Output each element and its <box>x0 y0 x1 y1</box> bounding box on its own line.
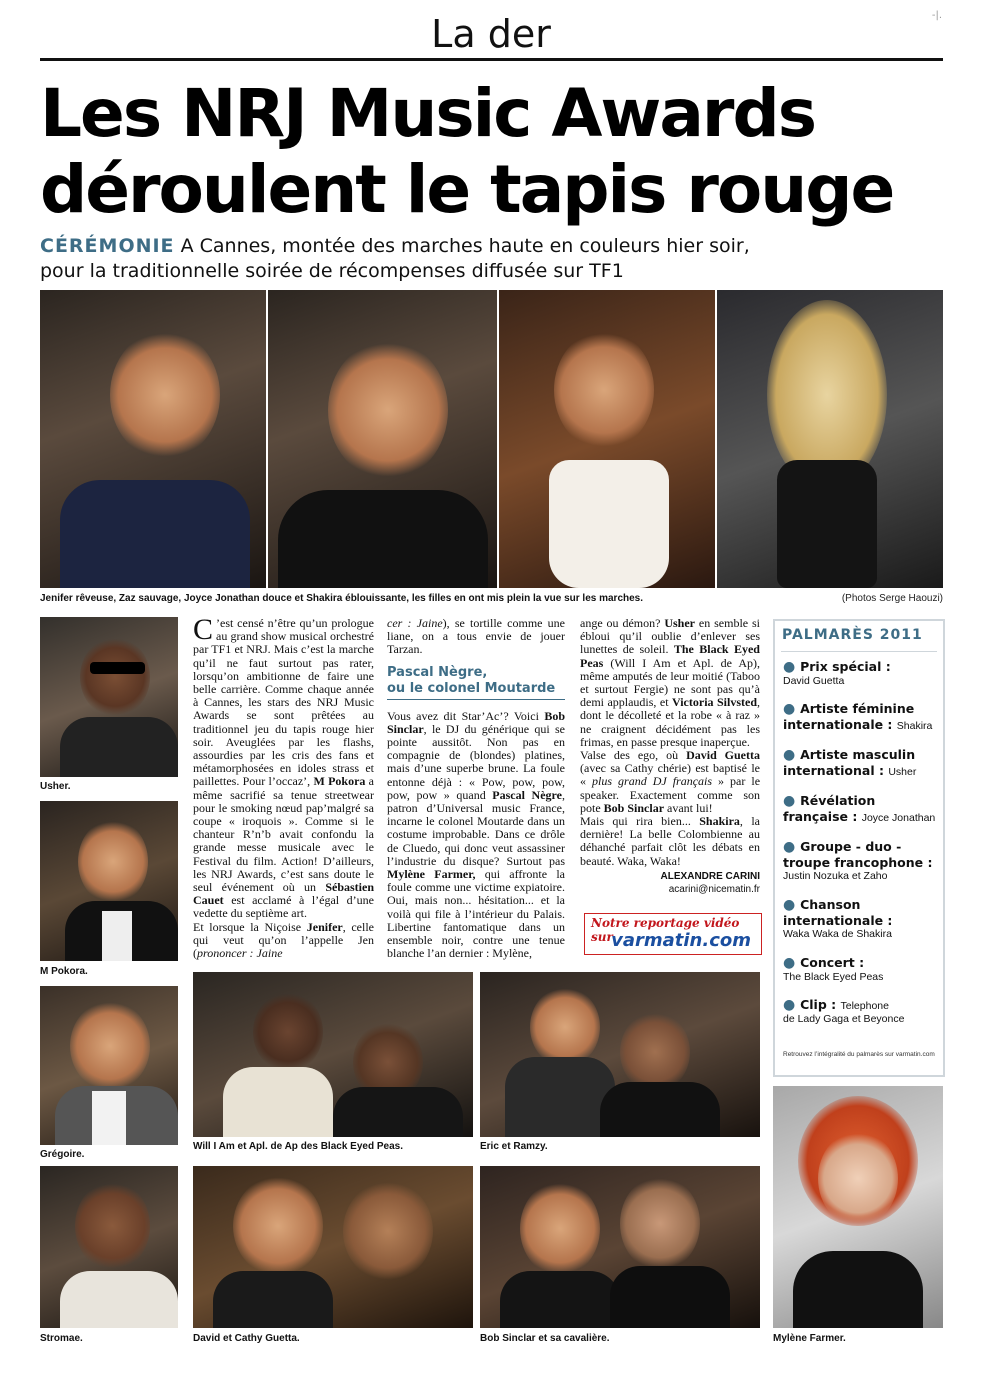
subhead-line-1: Pascal Nègre, <box>387 664 488 680</box>
award-winner: Telephone <box>840 1000 889 1012</box>
deck-line-2: pour la traditionnelle soirée de récompenses diffusée sur TF1 <box>40 260 624 282</box>
award-item: ● Concert : The Black Eyed Peas <box>783 955 939 984</box>
caption-mylene-farmer: Mylène Farmer. <box>773 1333 846 1344</box>
col2-text-3: , le DJ du générique qui se pointe aussitôt. Non pas en compagnie de (blondes) platines, mais d’une superbe brune. La foule entonne déjà : « Pow, pow, pow, pow, pow » quand <box>387 721 565 802</box>
col3-text-10: , la dernière! La belle Colombienne au déhanché parfait clôt les débats en beauté. Waka, Waka! <box>580 814 760 868</box>
col2-bold-sinclar: Bob Sinclar <box>387 708 565 736</box>
caption-eric-et-ramzy: Eric et Ramzy. <box>480 1141 548 1152</box>
palmares-footer: Retrouvez l’intégralité du palmarès sur varmatin.com <box>783 1051 935 1058</box>
palmares-title: PALMARÈS 2011 <box>782 627 923 643</box>
col3-bold-sinclar: Bob Sinclar <box>603 800 665 815</box>
col1-bold-cauet: Sébastien Cauet <box>193 880 374 908</box>
award-category-2: française : <box>783 809 858 824</box>
caption-stromae: Stromae. <box>40 1333 83 1344</box>
award-winner: Justin Nozuka et Zaho <box>783 870 888 882</box>
col3-text-4: , dont le décolleté et la robe « à raz » ne craignent décidément pas les frimas, en passe presque inaperçue. <box>580 695 760 749</box>
photo-gregoire <box>40 986 178 1145</box>
caption-gregoire: Grégoire. <box>40 1149 85 1160</box>
col1-italic-1: prononcer : Jaine <box>197 946 283 961</box>
col3-bold-bep: The Black Eyed Peas <box>580 642 760 670</box>
award-category: Groupe - duo - <box>800 839 902 854</box>
subhead-line-2: ou le colonel Moutarde <box>387 680 556 696</box>
col3-text-9: Mais qui rira bien... <box>580 814 700 829</box>
deck-kicker: CÉRÉMONIE <box>40 235 175 257</box>
award-category: Révélation <box>800 793 876 808</box>
col2-bold-negre: Pascal Nègre <box>492 787 562 802</box>
lead-photo-caption: Jenifer rêveuse, Zaz sauvage, Joyce Jonathan douce et Shakira éblouissante, les filles en ont mis plein la vue sur les marches. <box>40 593 644 604</box>
author-email[interactable]: acarini@nicematin.fr <box>668 883 760 895</box>
photo-credit: (Photos Serge Haouzi) <box>841 593 943 604</box>
video-report-promo[interactable] <box>584 913 762 955</box>
caption-m-pokora: M Pokora. <box>40 966 88 977</box>
promo-link[interactable]: varmatin.com <box>611 930 751 951</box>
col3-bold-guetta: David Guetta <box>686 748 760 763</box>
award-item: ● Artiste féminine internationale : Shakira <box>783 701 933 732</box>
award-item: ● Clip : Telephone de Lady Gaga et Beyonce <box>783 997 939 1026</box>
award-category: Concert : <box>800 955 865 970</box>
photo-zaz <box>268 290 497 588</box>
col1-text-3: est acclamé à l’égal d’une vedette du septième art. <box>193 893 374 921</box>
col1-text-1: ’est censé n’être qu’un prologue au grand show musical orchestré par TF1 et NRJ. Mais c’est la marche qu’il ne faut surtout pas rater, lorsqu’on ambitionne de faire une belle carrière. Comme chaque année à Cannes, les stars des NRJ Music Awards se sont prêtées au traditionnel jeu du tapis rouge hier soir. Aveuglées par les flashs, assourdies par les cris des fans et métamorphosées en idoles strass et paillettes. Pour l’occaz’, <box>193 616 374 789</box>
photo-shakira <box>717 290 943 588</box>
photo-stromae <box>40 1166 178 1328</box>
col2-bold-farmer: Mylène Farmer, <box>387 867 476 882</box>
col3-bold-silvsted: Victoria Silvsted <box>672 695 757 710</box>
caption-usher: Usher. <box>40 781 71 792</box>
col3-italic-1: plus grand DJ français <box>592 774 713 789</box>
award-category: Clip : <box>800 997 837 1012</box>
photo-usher <box>40 617 178 777</box>
caption-bob-sinclar: Bob Sinclar et sa cavalière. <box>480 1333 610 1344</box>
award-winner: The Black Eyed Peas <box>783 971 884 983</box>
col1-bold-jenifer: Jenifer <box>306 919 343 934</box>
award-item: ● Révélation française : Joyce Jonathan <box>783 793 936 824</box>
award-winner: Waka Waka de Shakira <box>783 928 892 940</box>
photo-m-pokora <box>40 801 178 961</box>
caption-david-cathy-guetta: David et Cathy Guetta. <box>193 1333 300 1344</box>
photo-jenifer <box>40 290 266 588</box>
col1-text-4: Et lorsque la Niçoise <box>193 919 307 934</box>
award-winner: Joyce Jonathan <box>861 812 936 824</box>
palmares-box <box>773 619 945 1077</box>
article-column-3 <box>580 617 760 907</box>
section-title: La der <box>431 12 551 56</box>
col1-text-2: a même sacrifié sa tenue streetwear pour le smoking nœud pap’malgré sa coupe « iroquois ». Comme si le chanteur R’n’b avait confondu la grande messe musicale avec le Festival du film. Action! D’ailleurs, les NRJ Awards, c’est sans doute le seul événement où un <box>193 774 375 895</box>
col3-text-2: en semble si ébloui qu’il oublie d’enlever ses lunettes de soleil. <box>580 616 761 657</box>
caption-black-eyed-peas: Will I Am et Apl. de Ap des Black Eyed Peas. <box>193 1141 403 1152</box>
col3-bold-shakira: Shakira <box>699 814 740 829</box>
photo-joyce-jonathan <box>499 290 715 588</box>
award-winner: David Guetta <box>783 675 845 687</box>
col3-text-7: » par le speaker. Exactement comme son pote <box>580 774 761 815</box>
photo-mylene-farmer <box>773 1086 943 1328</box>
article-column-2: cer : Jaine), se tortille comme une liane, on a tous envie de jouer Tarzan. Pascal Nègre, ou le colonel Moutarde Vous avez dit Star’Ac’? Voici Bob Sinclar, le DJ du générique qui se pointe aussitôt. Non pas en compagnie de (blondes) platines, mais d’une superbe brune. La foule entonne déjà : « Pow, pow, pow, pow, pow » quand Pascal Nègre, patron d’Universal music France, incarne le colonel Moutarde dans un costume improbable. Dans ce drôle de Cluedo, qui donc veut assassiner l’industrie du disque? Surtout pas Mylène Farmer, qui affronte la foule comme une victime expiatoire. Oui, mais non... hésitation... et la voilà qui file à l’intérieur du Palais. Libertine fantomatique dans un ensemble noir, contre une tenue blanche l’an dernier : Mylène, <box>387 616 565 961</box>
award-category: Artiste masculin <box>800 747 916 762</box>
deck-line-1: A Cannes, montée des marches haute en couleurs hier soir, <box>174 235 750 257</box>
award-category: Chanson <box>800 897 861 912</box>
photo-black-eyed-peas <box>193 972 473 1137</box>
award-category: Artiste féminine <box>800 701 915 716</box>
award-category-2: international : <box>783 763 884 778</box>
dropcap: C <box>193 613 214 646</box>
col2-text-2: Vous avez dit Star’Ac’? Voici <box>387 708 545 723</box>
award-item: ● Chanson internationale : Waka Waka de Shakira <box>783 897 939 941</box>
col3-text-5: Valse des ego, où <box>580 748 687 763</box>
headline-line-1: Les NRJ Music Awards <box>40 75 816 152</box>
photo-bob-sinclar <box>480 1166 760 1328</box>
col3-text-3: (Will I Am et Apl. de Ap), même amputés de leur moitié (Taboo et surtout Fergie) ne sont pas qu’à demi applaudis, et <box>580 655 760 710</box>
award-winner: Usher <box>888 766 917 778</box>
col3-text-6: (avec sa Cathy chérie) est baptisé le « <box>580 761 760 789</box>
photo-eric-et-ramzy <box>480 972 760 1137</box>
col1-bold-pokora: M Pokora <box>313 774 366 789</box>
col2-text-5: qui affronte la foule comme une victime expiatoire. Oui, mais non... hésitation... et la voilà qui file à l’intérieur du Palais. Libertine fantomatique dans un ensemble noir, contre une tenue blanche l’an dernier : Mylène, <box>387 867 565 961</box>
award-item: ● Artiste masculin international : Usher <box>783 747 917 778</box>
promo-line-1: Notre reportage vidéo sur <box>591 916 740 944</box>
photo-david-cathy-guetta <box>193 1166 473 1328</box>
col3-text-1: ange ou démon? <box>580 616 665 630</box>
col3-bold-usher: Usher <box>664 616 695 630</box>
col2-text-1: ), se tortille comme une liane, on a tous envie de jouer Tarzan. <box>387 616 565 657</box>
palmares-separator <box>781 651 937 652</box>
award-winner-2: de Lady Gaga et Beyonce <box>783 1013 905 1025</box>
award-item: ● Prix spécial : David Guetta <box>783 659 939 688</box>
award-category-2: troupe francophone : <box>783 855 933 870</box>
deck <box>40 234 950 284</box>
author-signature <box>580 870 760 896</box>
col2-text-4: , patron d’Universal music France, incarne le colonel Moutarde dans un costume improbable. Dans ce drôle de Cluedo, qui donc veut assassiner l’industrie du disque? Surtout pas <box>387 787 565 868</box>
award-category-2: internationale : <box>783 913 893 928</box>
subhead-block <box>387 665 565 700</box>
corner-mark: -|. <box>931 10 942 21</box>
award-item: ● Groupe - duo - troupe francophone : Justin Nozuka et Zaho <box>783 839 939 883</box>
col1-text-5: , celle qui veut qu’on l’appelle Jen ( <box>193 919 374 961</box>
article-column-1 <box>193 613 375 967</box>
col3-text-8: avant lui! <box>664 800 713 815</box>
award-category: Prix spécial : <box>800 659 891 674</box>
headline-line-2: déroulent le tapis rouge <box>40 151 894 228</box>
headline <box>40 76 950 228</box>
award-winner: Shakira <box>896 720 933 732</box>
author-name: ALEXANDRE CARINI <box>660 870 760 882</box>
award-category-2: internationale : <box>783 717 893 732</box>
header-rule <box>40 58 943 61</box>
